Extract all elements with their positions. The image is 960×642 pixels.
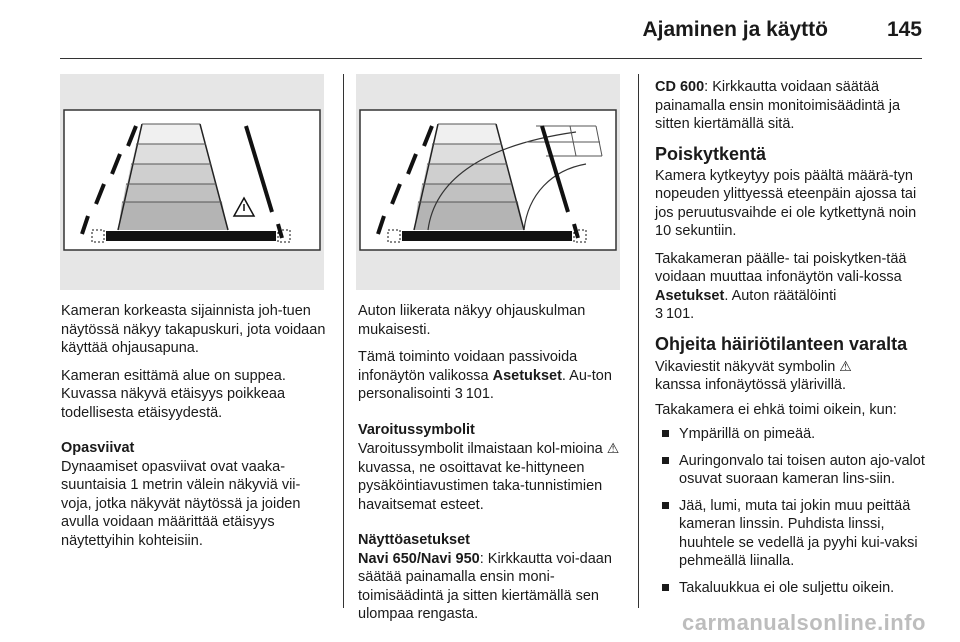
bullet-icon bbox=[662, 502, 669, 509]
paragraph: CD 600: Kirkkautta voidaan säätää painamalla ensin monitoimisäädintä ja sitten kiertämällä sitä. bbox=[655, 79, 901, 132]
header-rule bbox=[60, 58, 922, 59]
paragraph: Kamera kytkeytyy pois päältä määrä-tyn nopeuden ylittyessä eteenpäin ajossa tai jos peruutusvaihde ei ole kytkettynä noin 10 sekuntiin. bbox=[655, 167, 917, 239]
paragraph: Vikaviestit näkyvät symbolin ⚠ kanssa infonäytössä ylärivillä. bbox=[655, 357, 852, 393]
heading-fault-instructions: Ohjeita häiriötilanteen varalta bbox=[655, 333, 908, 354]
column-3 bbox=[655, 78, 925, 605]
figure-camera-guidelines bbox=[60, 74, 324, 290]
column-divider-1 bbox=[343, 74, 344, 608]
page-ref-icon: 3 bbox=[454, 386, 463, 402]
warning-triangle-icon: ⚠ bbox=[839, 357, 852, 374]
subheading-display-settings: Näyttöasetukset bbox=[358, 532, 471, 548]
page-ref-icon: 3 bbox=[655, 306, 664, 322]
paragraph: Kameran korkeasta sijainnista joh-tuen näytössä näkyy takapuskuri, jota voidaan käyttää ohjausapuna. bbox=[61, 303, 326, 356]
bullet-list bbox=[655, 425, 925, 597]
subheading-warning-symbols: Varoitussymbolit bbox=[358, 421, 475, 438]
list-item: Ympärillä on pimeää. bbox=[655, 425, 925, 444]
page-number: 145 bbox=[886, 18, 922, 41]
subheading-guidelines: Opasviivat bbox=[61, 440, 135, 456]
figure-camera-trajectory bbox=[356, 74, 620, 290]
paragraph: Auton liikerata näkyy ohjauskulman mukaisesti. bbox=[358, 303, 586, 338]
paragraph: Tämä toiminto voidaan passivoida infonäytön valikossa Asetukset. Au-ton personalisointi 3 101. bbox=[358, 349, 612, 402]
column-2 bbox=[358, 302, 626, 633]
watermark: carmanualsonline.info bbox=[682, 610, 926, 635]
list-item: Takaluukkua ei ole suljettu oikein. bbox=[655, 579, 925, 598]
paragraph: Navi 650/Navi 950: Kirkkautta voi-daan säätää painamalla ensin moni-toimisäädintä ja sitten kiertämällä sen ulompaa rengasta. bbox=[358, 550, 612, 622]
list-item: Jää, lumi, muta tai jokin muu peittää kameran linssin. Puhdista linssi, huuhtele se vedellä ja pyyhi kui-vaksi pehmeällä liinalla. bbox=[655, 497, 925, 571]
paragraph: Varoitussymbolit ilmaistaan kol-mioina ⚠ kuvassa, ne osoittavat ke-hittyneen pysäköintiavustimen taka-tunnistimien havaitsemat esteet. bbox=[358, 440, 620, 513]
column-1 bbox=[61, 302, 329, 559]
bullet-icon bbox=[662, 584, 669, 591]
warning-triangle-icon: ⚠ bbox=[606, 440, 620, 456]
heading-switch-off: Poiskytkentä bbox=[655, 143, 767, 164]
list-item: Auringonvalo tai toisen auton ajo-valot osuvat suoraan kameran lins-siin. bbox=[655, 452, 925, 489]
page-header-title: Ajaminen ja käyttö bbox=[642, 18, 828, 41]
bullet-icon bbox=[662, 430, 669, 437]
bullet-icon bbox=[662, 457, 669, 464]
paragraph: Takakameran päälle- tai poiskytken-tää voidaan muuttaa infonäytön vali-kossa Asetukset. Auton räätälöinti 3 101. bbox=[655, 250, 907, 322]
paragraph: Kameran esittämä alue on suppea. Kuvassa näkyvä etäisyys poikkeaa todellisesta etäisyydestä. bbox=[61, 367, 286, 421]
paragraph: Dynaamiset opasviivat ovat vaaka-suuntaisia 1 metrin välein näkyviä vii-voja, jotka näkyvät näytössä ja joiden avulla voidaan määrittää etäisyys näytettyihin kohteisiin. bbox=[61, 458, 301, 549]
paragraph: Takakamera ei ehkä toimi oikein, kun: bbox=[655, 401, 897, 418]
column-divider-2 bbox=[638, 74, 639, 608]
